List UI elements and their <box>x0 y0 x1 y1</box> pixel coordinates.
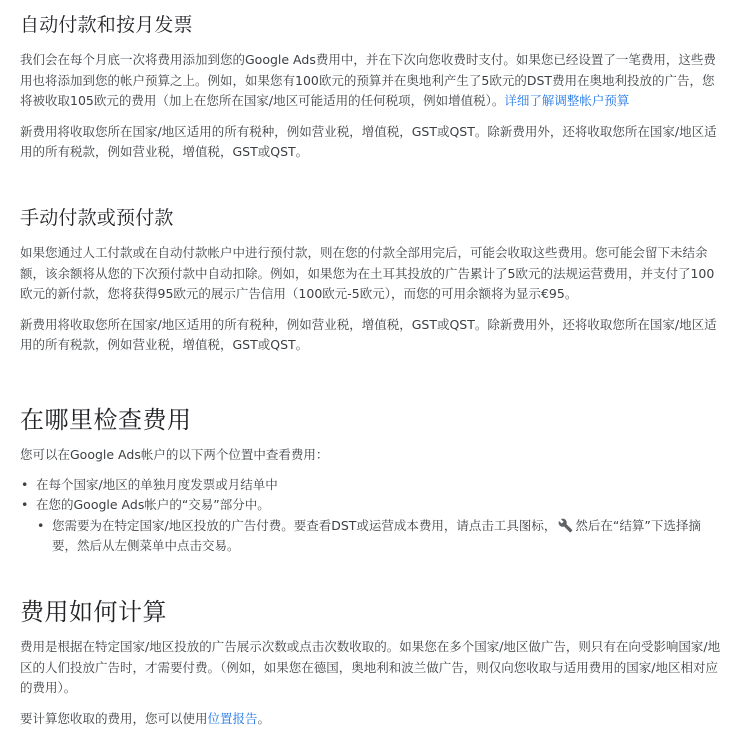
calculation-paragraph-1: 费用是根据在特定国家/地区投放的广告展示次数或点击次数收取的。如果您在多个国家/地区做广告，则只有在向受影响国家/地区的人们投放广告时，才需要付费。（例如，如果您在德国，奥地利和波兰做广告，则仅向您收取与适用费用的国家/地区相对应的费用）。 <box>20 639 721 695</box>
auto-payments-paragraph-2: 新费用将收取您所在国家/地区适用的所有税种，例如营业税，增值税，GST或QST。除新费用外，还将收取您所在国家/地区适用的所有税款，例如营业税，增值税，GST或QST。 <box>20 123 717 159</box>
calc-text-before: 要计算您收取的费用，您可以使用 <box>20 710 208 726</box>
where-intro: 您可以在Google Ads帐户的以下两个位置中查看费用： <box>20 447 329 462</box>
list-item: • 在您的Google Ads帐户的“交易”部分中。 <box>20 495 725 516</box>
calculation-paragraph-2 <box>20 709 725 730</box>
list-item: • 在每个国家/地区的单独月度发票或月结单中 <box>20 475 725 496</box>
section-where-to-check <box>20 404 725 557</box>
sub-item-text-after: 然后在“结算”下选择摘要，然后从左侧菜单中点击交易。 <box>52 517 701 553</box>
section-calculation <box>20 596 725 729</box>
list-item-sub <box>20 516 725 557</box>
sub-item-text-before: 您需要为在特定国家/地区投放的广告付费。要查看DST或运营成本费用，请点击工具图标， <box>52 517 557 533</box>
auto-payments-paragraph-1 <box>20 50 725 112</box>
section-manual-payments <box>20 205 725 356</box>
manual-payments-paragraph-1: 如果您通过人工付款或在自动付款帐户中进行预付款，则在您的付款全部用完后，可能会收取这些费用。您可能会留下未结余额，该余额将从您的下次预付款中自动扣除。例如，如果您为在土耳其投放的广告累计了5欧元的法规运营费用，并支付了100欧元的新付款，您将获得95欧元的展示广告信用（100欧元-5欧元），而您的可用余额将为显示€95。 <box>20 245 715 301</box>
wrench-icon <box>558 518 573 533</box>
section-auto-payments <box>20 12 725 163</box>
heading-manual-payments: 手动付款或预付款 <box>20 207 174 229</box>
auto-payments-text: 我们会在每个月底一次将费用添加到您的Google Ads费用中，并在下次向您收费时支付。如果您已经设置了一笔费用，这些费用也将添加到您的帐户预算之上。例如，如果您有100欧元的预算并在奥地利产生了5欧元的DST费用在奥地利投放的广告，您将被收取105欧元的费用（加上在您所在国家/地区可能适用的任何税项，例如增值税）。 <box>20 52 716 108</box>
heading-auto-payments: 自动付款和按月发票 <box>20 14 193 36</box>
location-report-link[interactable]: 位置报告 <box>207 710 258 726</box>
heading-calculation: 费用如何计算 <box>20 598 167 626</box>
adjust-budget-link[interactable]: 详细了解调整帐户预算 <box>504 93 630 108</box>
calc-text-after: 。 <box>257 710 271 726</box>
where-list <box>20 475 725 557</box>
manual-payments-paragraph-2: 新费用将收取您所在国家/地区适用的所有税种，例如营业税，增值税，GST或QST。除新费用外，还将收取您所在国家/地区适用的所有税款，例如营业税，增值税，GST或QST。 <box>20 316 717 352</box>
heading-where-to-check: 在哪里检查费用 <box>20 406 192 434</box>
